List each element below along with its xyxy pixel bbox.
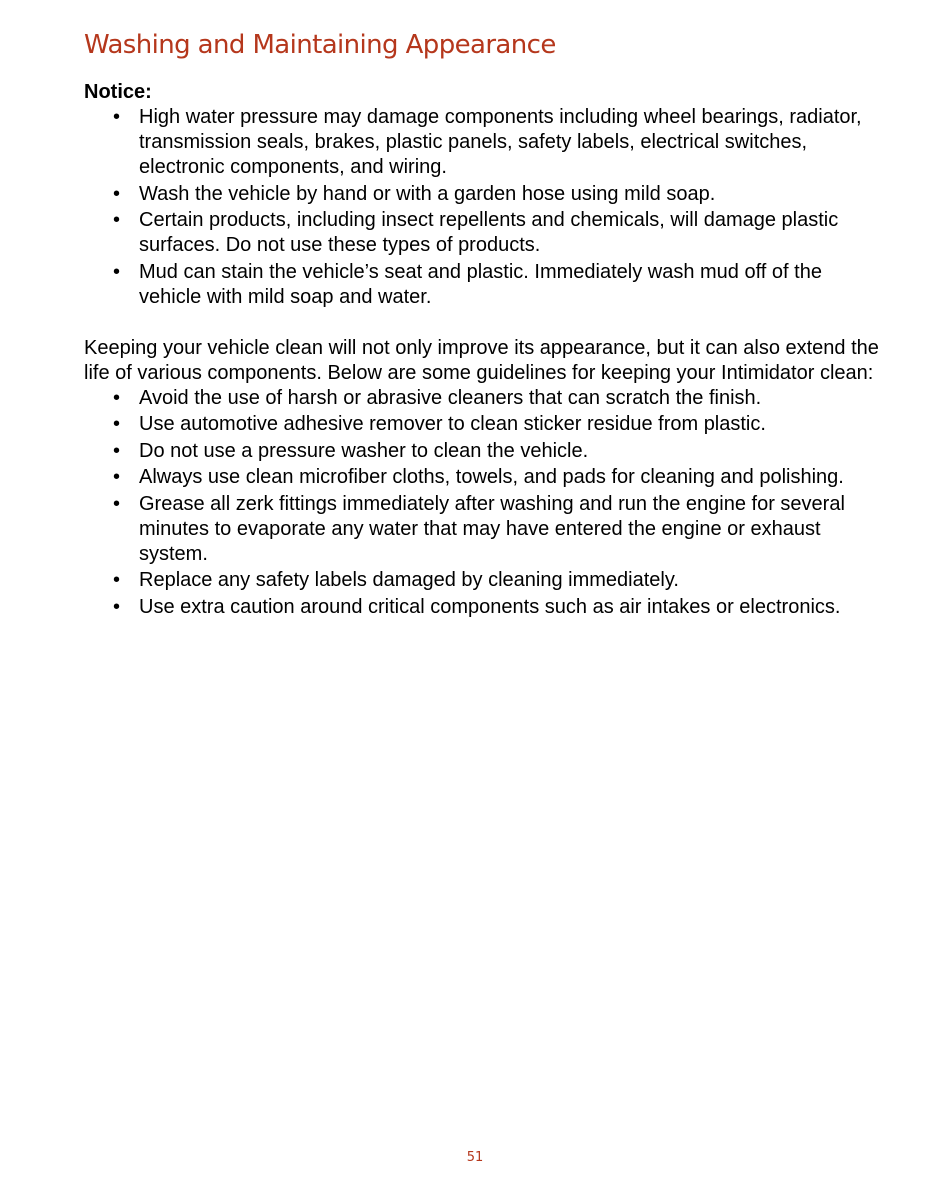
list-item: [84, 465, 884, 490]
bullet-icon: •: [113, 386, 121, 409]
list-item: [84, 105, 884, 180]
page-title: Washing and Maintaining Appearance: [84, 30, 556, 60]
list-item: [84, 595, 884, 620]
list-item-text: Always use clean microfiber cloths, towels, and pads for cleaning and polishing.: [139, 466, 844, 488]
list-item-text: Grease all zerk fittings immediately after washing and run the engine for several minutes to evaporate any water that may have entered the engine or exhaust system.: [139, 492, 845, 565]
list-item: [84, 492, 884, 567]
bullet-icon: •: [113, 569, 121, 591]
list-item-text: Do not use a pressure washer to clean the vehicle.: [139, 439, 589, 462]
list-item: [84, 439, 884, 464]
list-item-text: Replace any safety labels damaged by cleaning immediately.: [139, 569, 679, 591]
bullet-icon: •: [113, 209, 121, 231]
list-item-text: High water pressure may damage components including wheel bearings, radiator, transmission seals, brakes, plastic panels, safety labels, electrical switches, electronic components, and wiring.: [139, 106, 862, 178]
bullet-icon: •: [113, 439, 121, 462]
bullet-icon: •: [113, 492, 121, 515]
list-item: [84, 568, 884, 593]
bullet-icon: •: [113, 260, 121, 283]
list-item: [84, 182, 884, 207]
list-item: [84, 208, 884, 258]
bullet-icon: •: [113, 413, 121, 435]
list-item-text: Wash the vehicle by hand or with a garden hose using mild soap.: [139, 182, 716, 205]
notice-label: Notice:: [84, 81, 152, 103]
list-item: [84, 386, 884, 411]
guidelines-list: [84, 386, 884, 620]
document-body: [84, 80, 884, 621]
list-item: [84, 412, 884, 437]
list-item-text: Use extra caution around critical components such as air intakes or electronics.: [139, 595, 841, 618]
bullet-icon: •: [113, 182, 121, 205]
bullet-icon: •: [113, 106, 121, 128]
page-number: 51: [466, 1150, 484, 1165]
notice-list: [84, 105, 884, 310]
list-item-text: Mud can stain the vehicle’s seat and plastic. Immediately wash mud off of the vehicle with mild soap and water.: [139, 260, 822, 308]
list-item-text: Avoid the use of harsh or abrasive cleaners that can scratch the finish.: [139, 386, 762, 409]
bullet-icon: •: [113, 466, 121, 488]
list-item-text: Certain products, including insect repellents and chemicals, will damage plastic surfaces. Do not use these types of products.: [139, 209, 839, 256]
bullet-icon: •: [113, 595, 121, 618]
list-item-text: Use automotive adhesive remover to clean sticker residue from plastic.: [139, 413, 766, 435]
guidelines-intro: Keeping your vehicle clean will not only improve its appearance, but it can also extend the life of various components. Below are some guidelines for keeping your Intimidator clean:: [84, 336, 879, 384]
list-item: [84, 260, 884, 310]
